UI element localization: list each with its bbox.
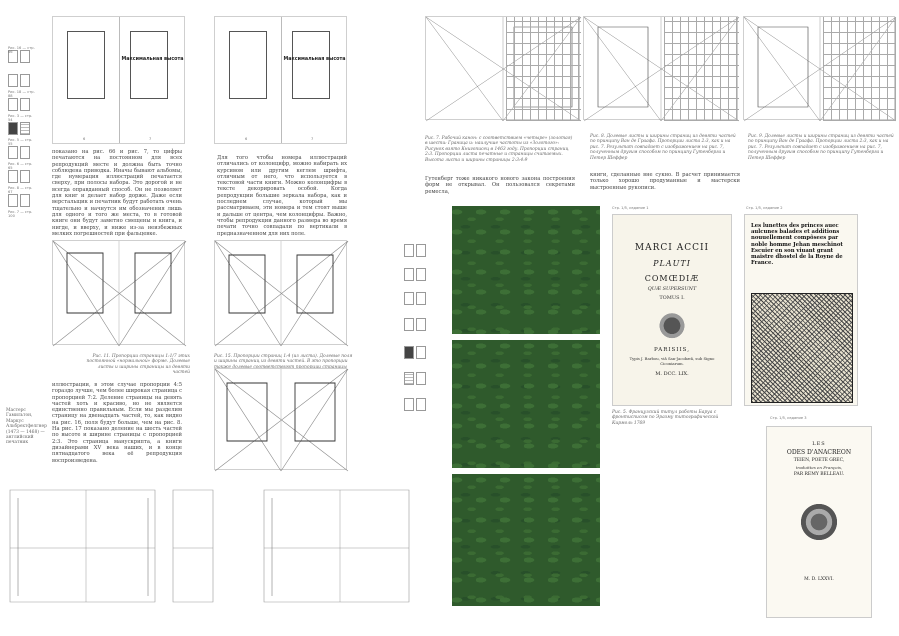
plautus-city: PARISIIS, bbox=[654, 347, 690, 353]
green-pattern-panel-2 bbox=[452, 340, 600, 468]
caption-fig-15: Рис. 15. Пропорции страниц 1:4 (из листа). Долевые поля и ширины страниц из девяти частей. В это пропорции bbox=[214, 354, 353, 365]
dimension-diagram-2 bbox=[171, 488, 216, 608]
anacreon-line-1: LES bbox=[812, 441, 826, 447]
dimension-diagram-3 bbox=[262, 488, 412, 608]
body-text-col-4: Гутенберг тоже никакого нового закона построения форм не открывал. Он пользовался секретами ремесла, bbox=[425, 176, 575, 195]
page-number-b: 7 bbox=[311, 137, 314, 141]
thumb-m4 bbox=[416, 268, 426, 281]
anacreon-device-image bbox=[796, 499, 842, 545]
diagram-spread-1 bbox=[52, 240, 185, 345]
thumb-label-1: Рис. 16 — стр. 66 bbox=[8, 46, 35, 54]
thumb-label-2: Рис. 18 — стр. 88 bbox=[8, 90, 35, 98]
max-height-label: Максимальная высота bbox=[283, 57, 346, 62]
spread-2 bbox=[214, 16, 347, 144]
thumb-label-6: Рис. 8 — стр. 67 bbox=[8, 186, 33, 194]
caption-fig-11: Рис. 11. Пропорции страницы 1:1/7 этих постоянной «нормальной» форме. Долевые листы и ширины страницы из девяти частей bbox=[86, 354, 190, 376]
plautus-line-1: MARCI ACCII bbox=[634, 243, 710, 253]
book-title-page-lunettes bbox=[744, 214, 858, 406]
dimension-diagram-1 bbox=[8, 488, 158, 608]
thumb-column bbox=[8, 46, 38, 236]
text-block-left bbox=[229, 31, 267, 99]
book-title-page-plautus bbox=[612, 214, 732, 406]
caption-fig-5: Рис. 5. Французский титул работы Баруа с фронтисписом по Эразму титографической Кирмоль 1769 bbox=[612, 410, 719, 426]
canon-diagram-2 bbox=[215, 241, 348, 346]
thumb-m8 bbox=[416, 318, 426, 331]
anacreon-line-4: traduittes en François, bbox=[795, 465, 843, 470]
thumb-m7 bbox=[404, 318, 414, 331]
grid-overlay bbox=[823, 17, 896, 121]
thumb-label-5: Рис. 6 — стр. 65 bbox=[8, 162, 33, 170]
thumb-column-2 bbox=[404, 244, 439, 434]
caption-fig-9: Рис. 9. Долевые листы и ширины страниц из девяти частей по принципу Ван де Граафа. Пропорции листа 2:3, как и на рис. 7. Результат совпадает с изображением на рис. 7, полученным другим способом по принципу Гутенберга и Петер Шеффер bbox=[748, 134, 894, 161]
thumb-14 bbox=[20, 194, 30, 207]
text-block-right bbox=[292, 31, 330, 99]
spread-1 bbox=[52, 16, 185, 144]
thumb-label-7: Рис. 7 — стр. 100 bbox=[8, 210, 33, 218]
body-text-col-5: книги, сделанные вне сукно. В расчет принимается только хорошо продуманные и мастерски выстроенные рукописи. bbox=[590, 172, 740, 191]
plautus-line-2: PLAUTI bbox=[653, 259, 691, 268]
page-number-b: 7 bbox=[149, 137, 152, 141]
book-3-label: Стр. 1/5, издание 3 bbox=[770, 416, 807, 420]
thumb-m11 bbox=[404, 372, 414, 385]
text-block-right bbox=[130, 31, 168, 99]
caption-fig-7: Рис. 7. Рабочий канон: с соответствием «четыре» (золотая) в шести: Граница и: наилучше частоты из «Золотого»: Рисунок взято Книгописец в 1463 году. Пропорции страниц 2:3. Пропорции листа печатные и страницы считаемых. Высота листа и ширины страницы 2:3:4:9 bbox=[425, 136, 573, 163]
body-text-col-3: иллюстрации, в этом случае пропорции 4:5 гораздо лучше, чем более широкая страница с пропорцией 7:2. Деление страницы на девять частей хоть и красиво, но не является единственно правильным. Если мы разделим страницу на двенадцать частей, то, как видно на рис. 16, поля будут больше, чем на рис. 8. На рис. 17 показано деление на шесть частей по высоте и ширине страницы с пропорцией 2:3. Это страница манускрипта, а книги дизайнерами XV века наших, и в конце пятнадцатого века её репродукция воспроизведена. bbox=[52, 382, 182, 464]
thumb-10 bbox=[20, 146, 30, 159]
green-pattern-panel-1 bbox=[452, 206, 600, 334]
thumb-m14 bbox=[416, 398, 426, 411]
caption-fig-8: Рис. 8. Долевые листы и ширины страниц из девяти частей по принципу Ван де Граафа. Пропорции листа 2:3, как и на рис. 7. Результат совпадает с изображением на рис. 7, полученным другим способом по принципу Гутенберга и Петер Шеффер bbox=[590, 134, 736, 161]
thumb-m12 bbox=[416, 372, 426, 385]
grid-overlay bbox=[664, 17, 739, 121]
thumb-7 bbox=[8, 122, 18, 135]
canon-diagram-3 bbox=[215, 369, 348, 471]
thumb-label-3: Рис. 3 — стр. 54 bbox=[8, 114, 33, 122]
anacreon-line-5: PAR REMY BELLEAU. bbox=[793, 472, 845, 477]
grid-spread-1 bbox=[425, 16, 580, 120]
lunettes-title: Les lunettes des princes auec aulcunes balades et additions nouuellement compôsees par noble homme Jehan meschinot Escuier en son viuant grant maistre dhostel de la Royne de France. bbox=[751, 223, 843, 267]
grid-spread-3 bbox=[743, 16, 895, 120]
thumb-3 bbox=[8, 74, 18, 87]
thumb-13 bbox=[8, 194, 18, 207]
grid-overlay bbox=[506, 17, 581, 121]
page-number-a: 6 bbox=[245, 137, 248, 141]
plautus-line-4: QUÆ SUPERSUNT bbox=[647, 286, 697, 292]
anacreon-line-2: ODES D'ANACREON bbox=[786, 449, 852, 456]
thumb-m10 bbox=[416, 346, 426, 359]
thumb-m2 bbox=[416, 244, 426, 257]
thumb-6 bbox=[20, 98, 30, 111]
woodcut-image bbox=[751, 293, 853, 403]
printer-device-image bbox=[652, 307, 692, 341]
plautus-line-3: COMŒDIÆ bbox=[644, 274, 700, 283]
thumb-m3 bbox=[404, 268, 414, 281]
thumb-4 bbox=[20, 74, 30, 87]
plautus-publisher: Typis J. Barbou, viâ San-Jacobæâ, sub Signo Ciconiarum. bbox=[629, 356, 715, 366]
thumb-m13 bbox=[404, 398, 414, 411]
body-text-col-2: Для того чтобы номера иллюстраций отличались от колонцифр, можно набирать их курсивом или другим кеглем шрифта, отличным от него, что используется в текстовой части книги. Можно колонцифры в тексте декорировать особой. Когда репродукции большие зеркала набора, как и последнем случае, который мы рассматриваем, эти номера и тем стоят выше и дальше от центра, чем колонцифры. Важно, чтобы репродукции данного размера во время печати точно совпадали по вертикали в предназначенном для них поле. bbox=[217, 155, 347, 237]
thumb-m6 bbox=[416, 292, 426, 305]
book-1-label: Стр. 1/5, издание 1 bbox=[612, 206, 649, 210]
thumb-m5 bbox=[404, 292, 414, 305]
text-block-left bbox=[67, 31, 105, 99]
diagram-spread-2 bbox=[214, 240, 347, 345]
thumb-m9 bbox=[404, 346, 414, 359]
max-height-label: Максимальная высота bbox=[121, 57, 184, 62]
body-text-col-1: показано на рис. 66 и рис. 7, то цифры печатаются на постоянном для всех репродукций месте и должна быть точно соблюдена приводка. Иначы бывают альбомы, где нумерация иллюстраций печатается сверху, при полосы набора. Это дорогой и не всегда оправданный способ. Он не позволяет для книг и делает набор дорже. Даже если верстальщик и печатник будут работать очень тщательно и начнутся им обозначения лишь для одного и того же места, то в готовой книге они будут заметно смещены и книга, и нигде, и вверху, и ниже из-за неизбежных мелких погрешностей при фальцевке. bbox=[52, 149, 182, 237]
anacreon-line-3: TEIEN, POETE GREC, bbox=[793, 458, 845, 463]
thumb-m1 bbox=[404, 244, 414, 257]
thumb-8 bbox=[20, 122, 30, 135]
page-number-a: 6 bbox=[83, 137, 86, 141]
book-title-page-anacreon bbox=[766, 426, 872, 618]
grid-spread-2 bbox=[583, 16, 738, 120]
canon-diagram-1 bbox=[53, 241, 186, 346]
green-pattern-panel-3 bbox=[452, 474, 600, 606]
anacreon-year: M. D. LXXVI. bbox=[804, 577, 834, 582]
diagram-spread-3 bbox=[214, 368, 347, 470]
thumb-11 bbox=[8, 170, 18, 183]
thumb-12 bbox=[20, 170, 30, 183]
book-2-label: Стр. 1/5, издание 2 bbox=[746, 206, 783, 210]
plautus-line-5: TOMUS I. bbox=[659, 295, 685, 301]
margin-note: Мастерс Гамильтон, Маркус Альбрехтфелгнер (1473 — 1468) — английский печатник bbox=[6, 408, 47, 446]
thumb-9 bbox=[8, 146, 18, 159]
plautus-year: M. DCC. LIX. bbox=[655, 371, 689, 377]
thumb-5 bbox=[8, 98, 18, 111]
thumb-label-4: Рис. 5 — стр. 55 bbox=[8, 138, 33, 146]
